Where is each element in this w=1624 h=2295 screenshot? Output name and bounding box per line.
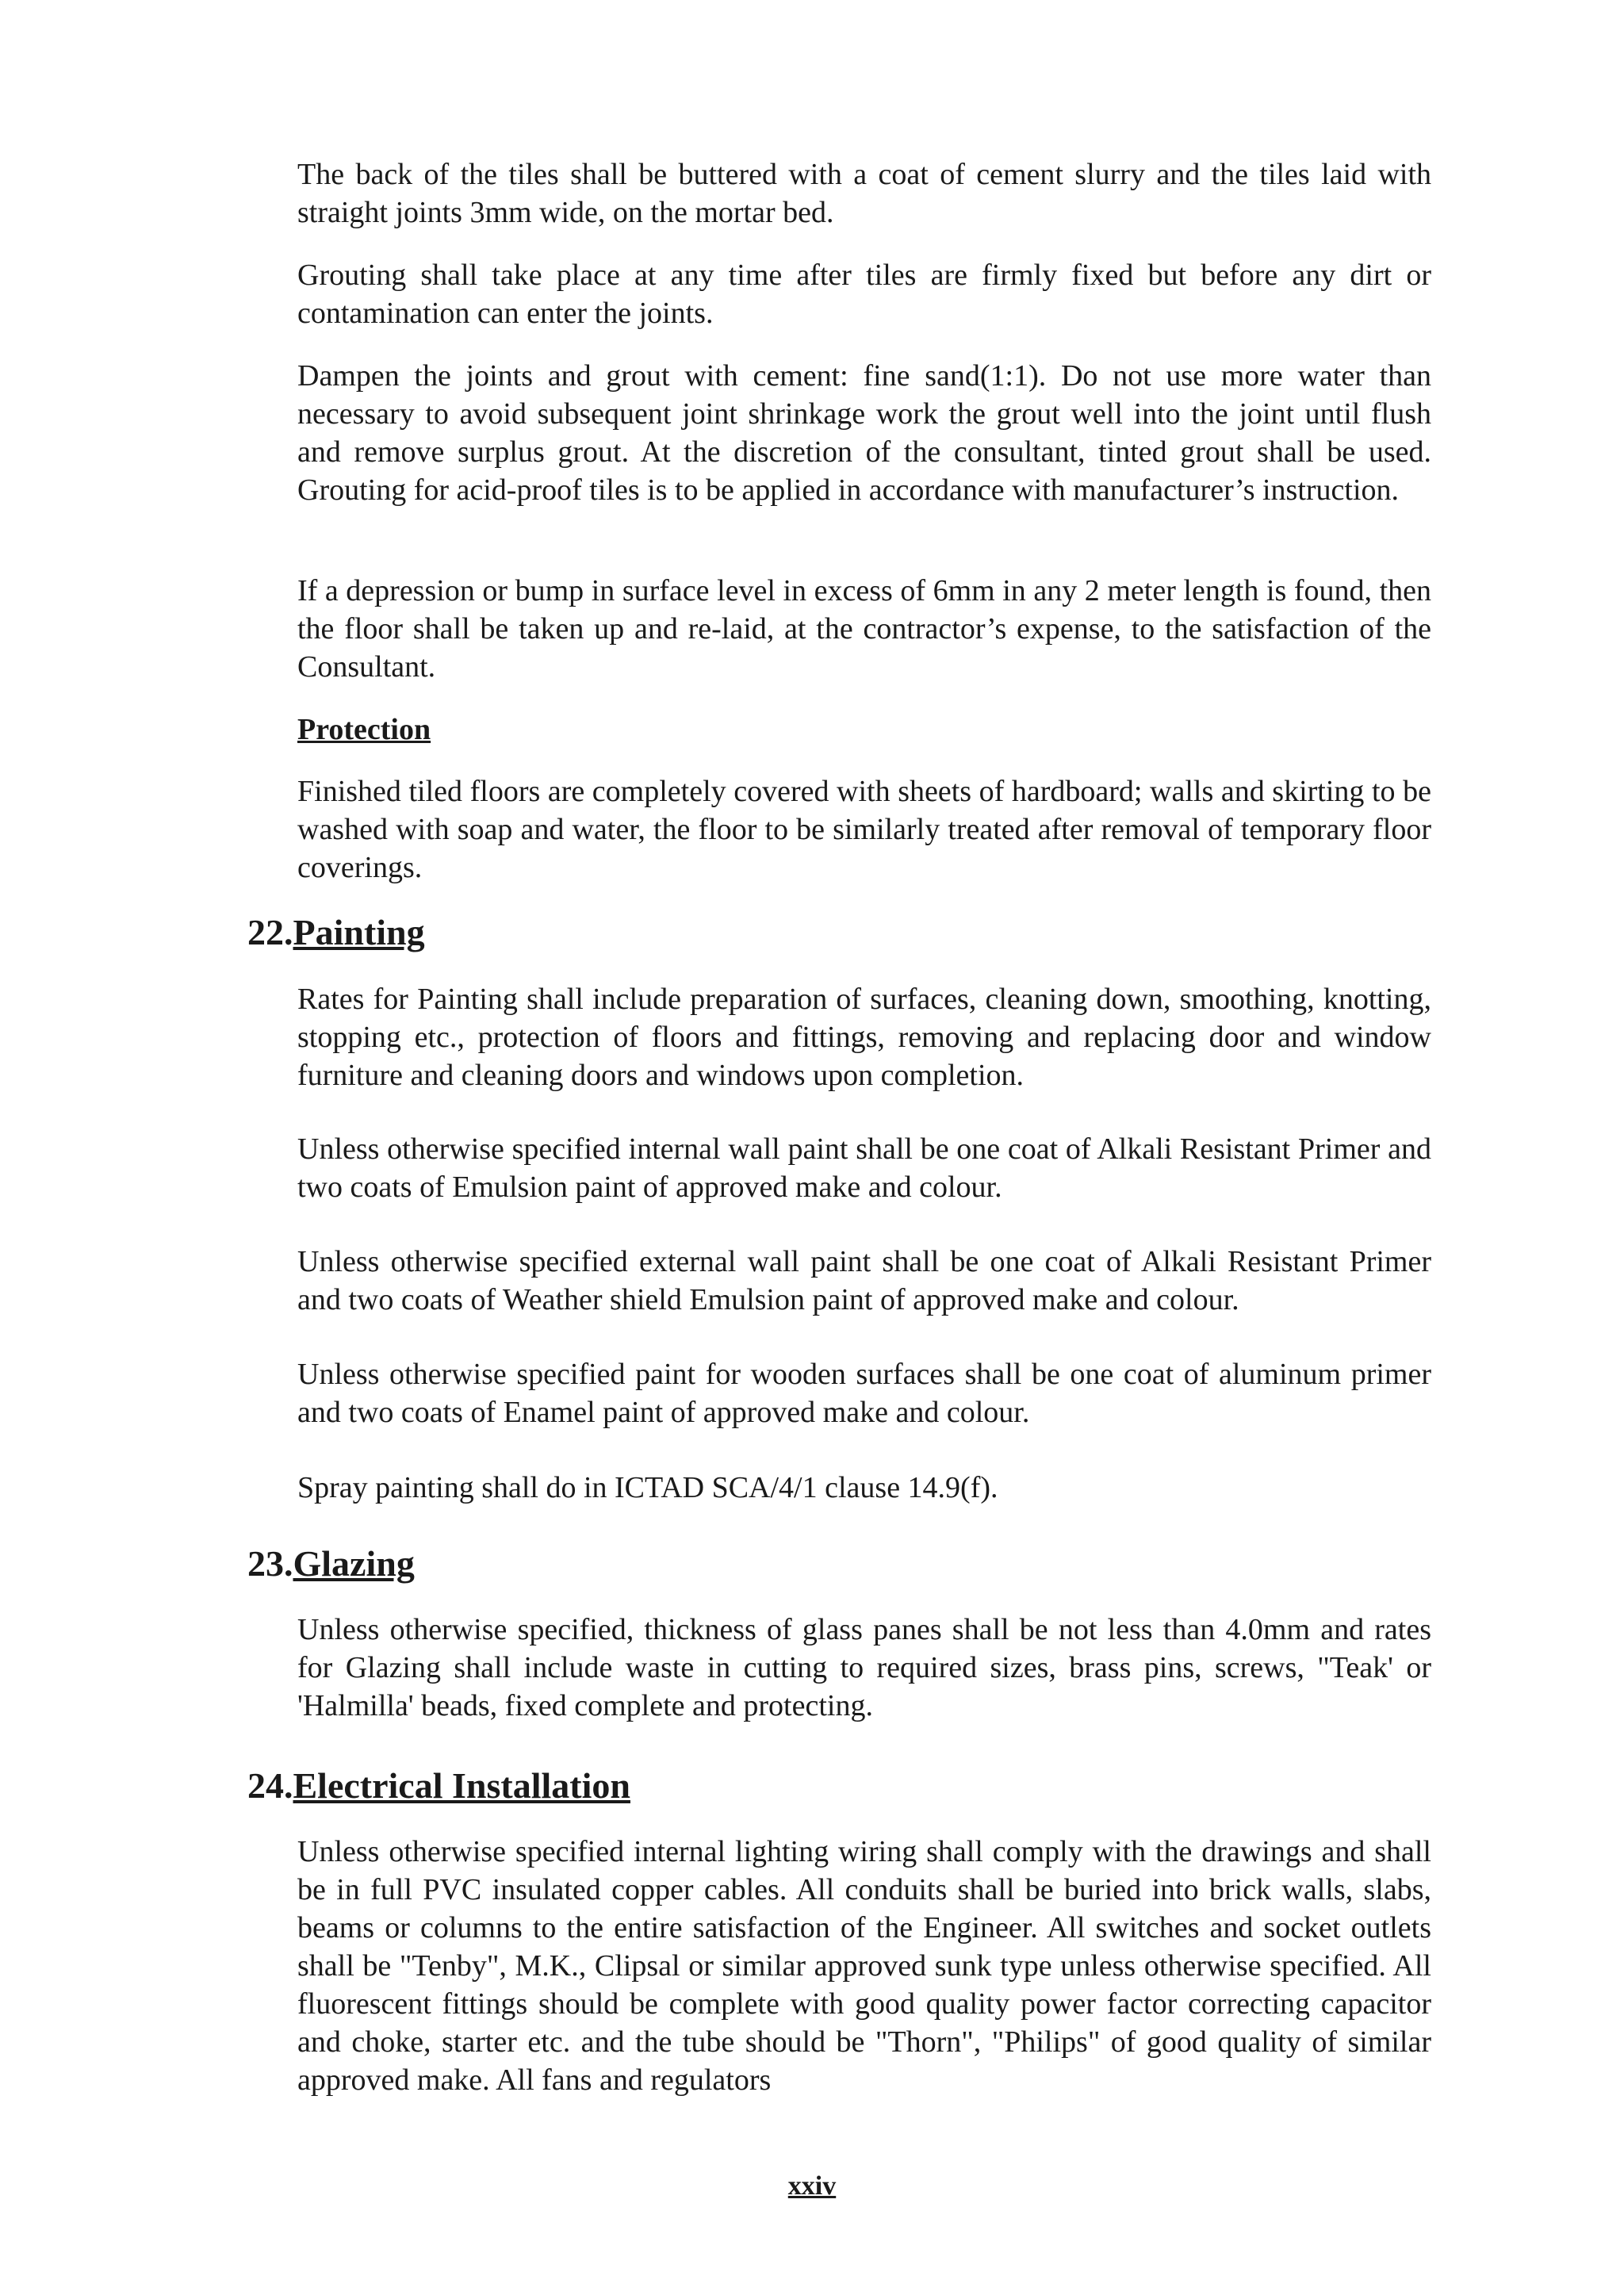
paragraph-surface-level: If a depression or bump in surface level in excess of 6mm in any 2 meter length is found, then the floor shall be taken up and re-laid, at the contractor’s expense, to the satisfaction of the Consultant. [297,574,1431,684]
paragraph-protection: Finished tiled floors are completely covered with sheets of hardboard; walls and skirting to be washed with soap and water, the floor to be similarly treated after removal of temporary floor coverings. [297,775,1431,884]
section-title: Electrical Installation [293,1765,630,1806]
section-number: 24. [247,1765,293,1806]
section-heading-electrical-installation [247,1764,630,1808]
paragraph-grout-mix: Dampen the joints and grout with cement: fine sand(1:1). Do not use more water than necessary to avoid subsequent joint shrinkage work the grout well into the joint until flush and remove surplus grout. At the discretion of the consultant, tinted grout shall be used. Grouting for acid-proof tiles is to be applied in accordance with manufacturer’s instruction. [297,359,1431,507]
paragraph-painting-rates: Rates for Painting shall include preparation of surfaces, cleaning down, smoothing, knotting, stopping etc., protection of floors and fittings, removing and replacing door and window furniture and cleaning doors and windows upon completion. [297,983,1431,1092]
paragraph-spray-painting: Spray painting shall do in ICTAD SCA/4/1 clause 14.9(f). [297,1471,998,1504]
section-number: 23. [247,1543,293,1584]
section-heading-glazing [247,1542,415,1586]
protection-heading: Protection [297,713,431,746]
paragraph-external-wall-paint: Unless otherwise specified external wall paint shall be one coat of Alkali Resistant Primer and two coats of Weather shield Emulsion paint of approved make and colour. [297,1245,1431,1316]
section-heading-painting [247,910,425,955]
section-title: Painting [293,912,425,952]
paragraph-tile-buttering: The back of the tiles shall be buttered with a coat of cement slurry and the tiles laid with straight joints 3mm wide, on the mortar bed. [297,158,1431,229]
paragraph-electrical-installation: Unless otherwise specified internal lighting wiring shall comply with the drawings and shall be in full PVC insulated copper cables. All conduits shall be buried into brick walls, slabs, beams or columns to the entire satisfaction of the Engineer. All switches and socket outlets shall be "Tenby", M.K., Clipsal or similar approved sunk type unless otherwise specified. All fluorescent fittings should be complete with good quality power factor correcting capacitor and choke, starter etc. and the tube should be "Thorn", "Philips" of good quality of similar approved make. All fans and regulators [297,1835,1431,2097]
paragraph-wooden-surface-paint: Unless otherwise specified paint for wooden surfaces shall be one coat of aluminum primer and two coats of Enamel paint of approved make and colour. [297,1358,1431,1429]
paragraph-grouting-timing: Grouting shall take place at any time after tiles are firmly fixed but before any dirt or contamination can enter the joints. [297,259,1431,330]
section-number: 22. [247,912,293,952]
paragraph-internal-wall-paint: Unless otherwise specified internal wall paint shall be one coat of Alkali Resistant Primer and two coats of Emulsion paint of approved make and colour. [297,1132,1431,1204]
page-number: xxiv [787,2171,837,2201]
section-title: Glazing [293,1543,415,1584]
paragraph-glazing: Unless otherwise specified, thickness of glass panes shall be not less than 4.0mm and rates for Glazing shall include waste in cutting to required sizes, brass pins, screws, "Teak' or 'Halmilla' beads, fixed complete and protecting. [297,1613,1431,1722]
